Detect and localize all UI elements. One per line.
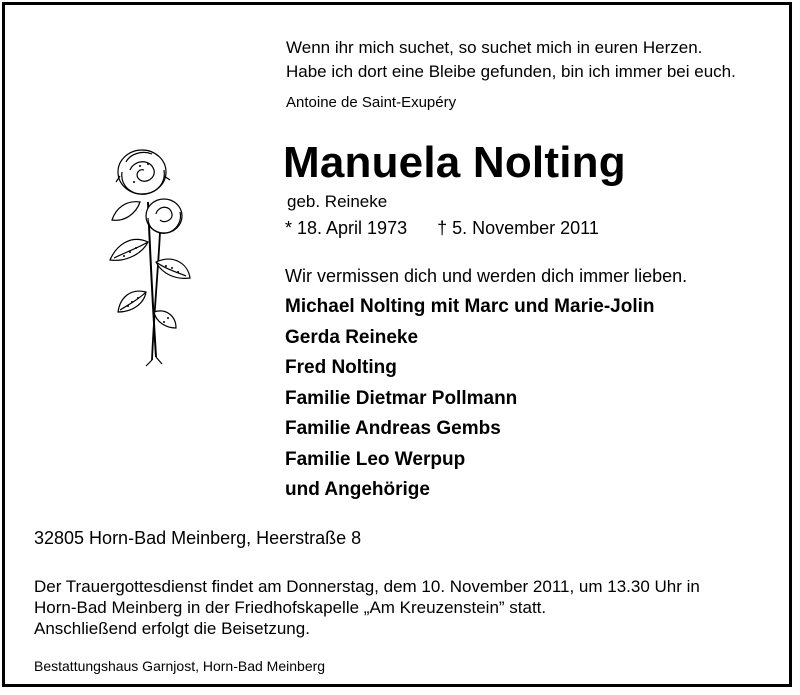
mourner-item: Michael Nolting mit Marc und Marie-Jolin: [285, 296, 655, 317]
service-line-3: Anschließend erfolgt die Beisetzung.: [34, 619, 310, 638]
mourner-item: Familie Leo Werpup: [285, 448, 466, 470]
birth-date: * 18. April 1973: [285, 218, 408, 238]
mourner-item: Gerda Reineke: [285, 326, 419, 348]
service-line-1: Der Trauergottesdienst findet am Donnerstag, dem 10. November 2011, um 13.30 Uhr in: [34, 577, 700, 596]
deceased-name: Manuela Nolting: [283, 138, 626, 187]
farewell-message: Wir vermissen dich und werden dich immer lieben.: [285, 266, 688, 286]
service-details: [34, 576, 784, 639]
mourner-item: und Angehörige: [285, 479, 430, 500]
undertaker-credit: Bestattungshaus Garnjost, Horn-Bad Meinberg: [34, 658, 326, 674]
mourners-list: [285, 292, 654, 506]
quote-author: Antoine de Saint-Exupéry: [286, 94, 457, 111]
rose-icon: [90, 142, 200, 367]
birth-name: geb. Reineke: [287, 192, 388, 211]
mourner-item: Familie Dietmar Pollmann: [285, 387, 518, 409]
mourner-item: Fred Nolting: [285, 357, 397, 378]
quote-line-1: Wenn ihr mich suchet, so suchet mich in euren Herzen.: [286, 38, 703, 57]
death-date: † 5. November 2011: [437, 218, 599, 238]
quote-line-2: Habe ich dort eine Bleibe gefunden, bin ich immer bei euch.: [286, 62, 736, 81]
family-address: 32805 Horn-Bad Meinberg, Heerstraße 8: [34, 528, 362, 548]
life-dates: [285, 218, 599, 239]
service-line-2: Horn-Bad Meinberg in der Friedhofskapelle „Am Kreuzenstein” statt.: [34, 598, 547, 617]
mourner-item: Familie Andreas Gembs: [285, 418, 501, 439]
